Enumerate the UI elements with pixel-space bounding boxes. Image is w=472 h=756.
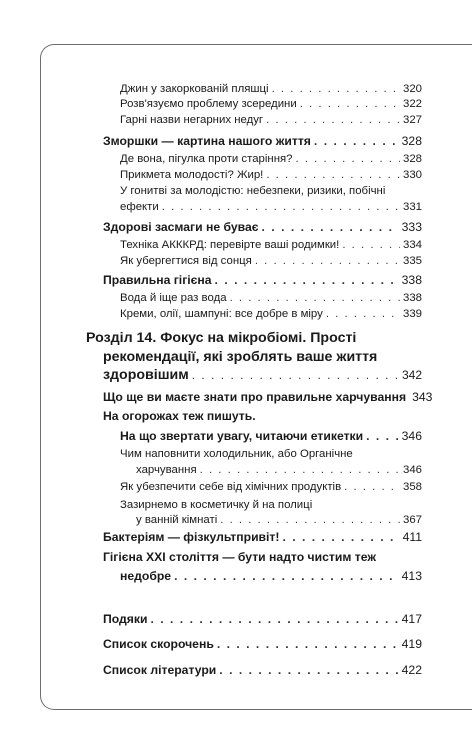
toc-entry[interactable] — [120, 308, 422, 320]
toc-leader-dots — [262, 220, 399, 234]
toc-entry-title: Список літератури — [103, 663, 217, 677]
toc-entry-title: харчування — [136, 464, 197, 476]
toc-entry-title: Креми, олії, шампуні: все добре в міру — [120, 308, 323, 320]
toc-entry-page: 342 — [401, 368, 422, 382]
toc-entry-title: Список скорочень — [103, 637, 214, 651]
toc-entry[interactable] — [120, 201, 422, 213]
toc-entry-page: 358 — [402, 481, 422, 493]
toc-entry[interactable] — [120, 255, 422, 267]
toc-entry-page: 367 — [402, 514, 422, 526]
toc-entry[interactable] — [120, 98, 422, 110]
toc-leader-dots — [272, 83, 400, 95]
toc-leader-dots — [300, 98, 400, 110]
toc-leader-dots — [296, 153, 400, 165]
toc-section-entry[interactable] — [103, 134, 422, 148]
toc-leader-dots — [174, 569, 399, 583]
toc-leader-dots — [314, 134, 399, 148]
toc-entry-page: 338 — [401, 273, 422, 287]
toc-backmatter-entry[interactable] — [103, 663, 422, 677]
toc-entry-title: Правильна гігієна — [103, 273, 212, 287]
toc-leader-dots — [192, 368, 399, 382]
toc-leader-dots — [342, 239, 400, 251]
toc-entry-page: 346 — [402, 464, 422, 476]
toc-leader-dots — [366, 429, 399, 443]
chapter-heading-line3: здоровішим — [103, 367, 189, 383]
toc-section-entry[interactable] — [120, 569, 422, 583]
toc-leader-dots — [326, 308, 400, 320]
toc-entry-page: 328 — [402, 153, 422, 165]
toc-entry-page: 346 — [401, 429, 422, 443]
toc-entry-title: На що звертати увагу, читаючи етикетки — [120, 429, 364, 443]
toc-entry-title: Як убезпечити себе від хімічних продуктів — [120, 481, 342, 493]
toc-entry-page: 328 — [401, 134, 422, 148]
toc-leader-dots — [162, 201, 400, 213]
toc-entry[interactable] — [120, 292, 422, 304]
toc-entry-title-line1: У гонитві за молодістю: небезпеки, ризики, побічні — [120, 185, 386, 197]
toc-entry-page: 419 — [401, 637, 422, 651]
toc-entry[interactable] — [120, 239, 422, 251]
toc-section-entry[interactable] — [103, 220, 422, 234]
toc-section-title[interactable]: На огорожах теж пишуть. — [103, 409, 256, 423]
toc-leader-dots — [255, 255, 400, 267]
toc-leader-dots — [220, 514, 400, 526]
toc-entry-page: 330 — [402, 169, 422, 181]
toc-entry-page: 320 — [402, 83, 422, 95]
toc-entry[interactable] — [120, 481, 422, 493]
toc-backmatter-entry[interactable] — [103, 612, 422, 626]
toc-leader-dots — [282, 530, 399, 544]
toc-entry-page: 411 — [402, 530, 422, 544]
toc-entry-page: 322 — [402, 98, 422, 110]
toc-backmatter-entry[interactable] — [103, 637, 422, 651]
toc-entry-title: Як убергегтися від сонця — [120, 255, 252, 267]
toc-entry-page: 338 — [402, 292, 422, 304]
toc-section-entry[interactable] — [103, 273, 422, 287]
toc-entry-title: у ванній кімнаті — [136, 514, 218, 526]
toc-entry-page: 327 — [402, 114, 422, 126]
toc-entry-title: Що ще ви маєте знати про правильне харчування — [103, 390, 407, 404]
toc-entry-page: 333 — [401, 220, 422, 234]
toc-entry-title: недобре — [120, 569, 172, 583]
toc-leader-dots — [215, 273, 399, 287]
toc-entry[interactable] — [120, 169, 422, 181]
toc-entry[interactable] — [136, 514, 422, 526]
chapter-heading[interactable] — [103, 367, 422, 383]
toc-entry-page: 339 — [402, 308, 422, 320]
toc-entry[interactable] — [136, 464, 422, 476]
toc-entry[interactable] — [120, 114, 422, 126]
toc-entry-page: 417 — [401, 612, 422, 626]
toc-leader-dots — [217, 637, 399, 651]
toc-leader-dots — [219, 663, 398, 677]
toc-section-entry[interactable] — [103, 390, 433, 404]
toc-leader-dots — [266, 114, 400, 126]
toc-leader-dots — [230, 292, 400, 304]
toc-entry-title: Подяки — [103, 612, 148, 626]
toc-entry-title: Гарні назви негарних недуг — [120, 114, 264, 126]
toc-entry-page: 335 — [402, 255, 422, 267]
toc-leader-dots — [266, 169, 400, 181]
toc-leader-dots — [200, 464, 400, 476]
toc-entry-title: Джин у закоркованій пляшці — [120, 83, 269, 95]
toc-entry-title: Бактеріям — фізкультпривіт! — [103, 530, 280, 544]
toc-leader-dots — [344, 481, 400, 493]
toc-entry-page: 334 — [402, 239, 422, 251]
toc-entry-title-line1: Зазирнемо в косметичку й на полиці — [120, 499, 313, 511]
toc-entry[interactable] — [120, 83, 422, 95]
toc-entry-title: Розв'язуємо проблему зсередини — [120, 98, 297, 110]
toc-section-title-line1: Гігієна XXI століття — бути надто чистим теж — [103, 550, 376, 564]
toc-entry-title: Зморшки — картина нашого життя — [103, 134, 311, 148]
chapter-heading-line2: рекомендації, які зроблять ваше життя — [103, 349, 378, 365]
toc-entry-title-line1: Чим наповнити холодильник, або Органічне — [120, 448, 353, 460]
toc-entry-title: Здорові засмаги не буває — [103, 220, 259, 234]
toc-section-entry[interactable] — [103, 530, 422, 544]
toc-entry-page: 422 — [401, 663, 422, 677]
toc-entry-page: 343 — [412, 390, 433, 404]
toc-entry-title: ефекти — [120, 201, 159, 213]
toc-entry-title: Вода й іще раз вода — [120, 292, 227, 304]
chapter-heading-line1: Розділ 14. Фокус на мікробіомі. Прості — [86, 330, 357, 346]
toc-entry-title: Де вона, пігулка проти старіння? — [120, 153, 293, 165]
toc-leader-dots — [150, 612, 398, 626]
toc-entry-title: Прикмета молодості? Жир! — [120, 169, 264, 181]
toc-entry-page: 413 — [401, 569, 422, 583]
toc-subsection-entry[interactable] — [120, 429, 422, 443]
toc-entry-page: 331 — [402, 201, 422, 213]
toc-entry[interactable] — [120, 153, 422, 165]
toc-entry-title: Техніка АКККРД: перевірте ваші родимки! — [120, 239, 340, 251]
